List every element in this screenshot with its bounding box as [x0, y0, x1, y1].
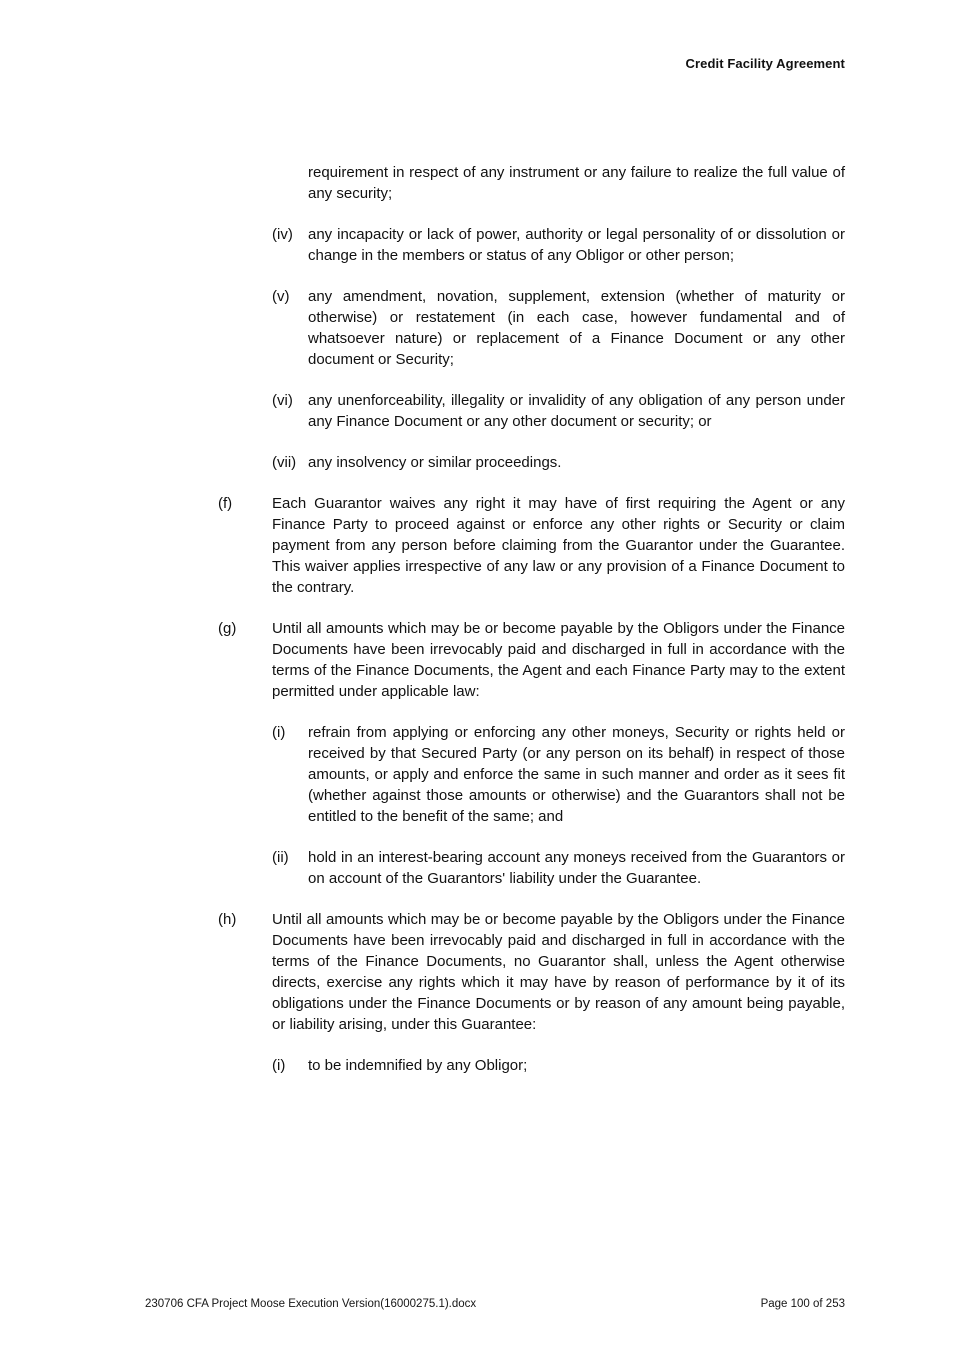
clause-text: any incapacity or lack of power, authority or legal personality of or dissolution or change in the members or status of any Obligor or other person;	[308, 226, 845, 264]
clause-label: (v)	[272, 288, 290, 305]
clause-g-ii	[272, 847, 845, 889]
clause-text: Until all amounts which may be or become payable by the Obligors under the Finance Documents have been irrevocably paid and discharged in full in accordance with the terms of the Finance Documents, the Agent and each Finance Party may to the extent permitted under applicable law:	[272, 620, 845, 700]
clause-label: (vi)	[272, 392, 293, 409]
clause-label: (vii)	[272, 454, 297, 471]
clause-text: to be indemnified by any Obligor;	[308, 1057, 528, 1074]
clause-label: (g)	[218, 620, 237, 637]
clause-label: (ii)	[272, 849, 289, 866]
clause-text: any amendment, novation, supplement, extension (whether of maturity or otherwise) or restatement (in each case, however fundamental and of whatsoever nature) or replacement of a Finance Document or any other document or Security;	[308, 288, 845, 368]
clause-label: (i)	[272, 724, 286, 741]
clause-text: Each Guarantor waives any right it may have of first requiring the Agent or any Finance Party to proceed against or enforce any other rights or Security or claim payment from any person before claiming from the Guarantor under the Guarantee. This waiver applies irrespective of any law or any provision of a Finance Document to the contrary.	[272, 495, 845, 596]
footer-filename: 230706 CFA Project Moose Execution Version(16000275.1).docx	[145, 1298, 477, 1310]
clause-vii	[272, 452, 845, 473]
clause-h-i	[272, 1055, 845, 1076]
footer-page-number: Page 100 of 253	[760, 1298, 845, 1310]
document-body	[218, 162, 845, 1096]
clause-f	[218, 493, 845, 598]
clause-g-i	[272, 722, 845, 827]
clause-g	[218, 618, 845, 702]
clause-h	[218, 909, 845, 1035]
clause-vi	[272, 390, 845, 432]
document-title: Credit Facility Agreement	[685, 56, 845, 71]
page-header	[145, 56, 845, 71]
clause-text: hold in an interest-bearing account any moneys received from the Guarantors or on account of the Guarantors' liability under the Guarantee.	[308, 849, 845, 887]
clause-iv	[272, 224, 845, 266]
clause-label: (f)	[218, 495, 233, 512]
clause-label: (i)	[272, 1057, 286, 1074]
page-footer	[145, 1298, 845, 1310]
clause-v	[272, 286, 845, 370]
clause-text: refrain from applying or enforcing any other moneys, Security or rights held or received by that Secured Party (or any person on its behalf) in respect of those amounts, or apply and enforce the same in such manner and order as it sees fit (whether against those amounts or otherwise) and the Guarantors shall not be entitled to the benefit of the same; and	[308, 724, 845, 825]
clause-text: any unenforceability, illegality or invalidity of any obligation of any person under any Finance Document or any other document or security; or	[308, 392, 845, 430]
clause-continuation	[308, 162, 845, 204]
clause-text: Until all amounts which may be or become payable by the Obligors under the Finance Documents have been irrevocably paid and discharged in full in accordance with the terms of the Finance Documents, no Guarantor shall, unless the Agent otherwise directs, exercise any rights which it may have by reason of performance by it of its obligations under the Finance Documents or by reason of any amount being payable, or liability arising, under this Guarantee:	[272, 911, 845, 1033]
clause-text: requirement in respect of any instrument or any failure to realize the full value of any security;	[308, 164, 845, 202]
clause-text: any insolvency or similar proceedings.	[308, 454, 562, 471]
clause-label: (iv)	[272, 226, 293, 243]
clause-label: (h)	[218, 911, 237, 928]
